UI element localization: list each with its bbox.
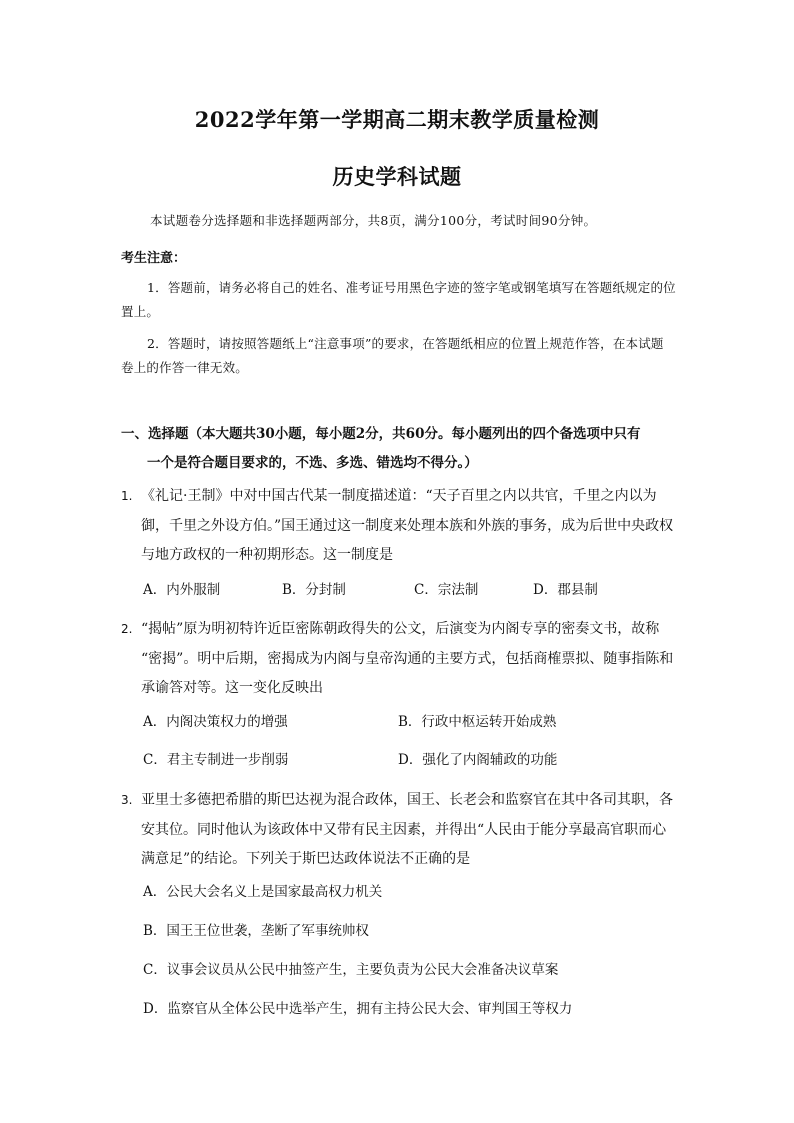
question-2-line2: “密揭”。明中后期，密揭成为内阁与皇帝沟通的主要方式，包括商榷票拟、随事指陈和 [141, 650, 674, 667]
section-heading-line2: 一个是符合题目要求的，不选、多选、错选均不得分。） [147, 455, 478, 471]
question-2-option-a: A．内阁决策权力的增强 [143, 714, 288, 730]
notice-item-1: 1．答题前，请务必将自己的姓名、准考证号用黑色字迹的签字笔或钢笔填写在答题纸规定的位置上。 [121, 280, 676, 319]
question-2-option-c: C．君主专制进一步削弱 [143, 752, 289, 768]
question-2-option-b: B．行政中枢运转开始成熟 [398, 714, 557, 730]
question-3 [121, 786, 681, 875]
question-1-option-d: D．郡县制 [533, 582, 598, 598]
notice-item-2: 2．答题时，请按照答题纸上“注意事项”的要求，在答题纸相应的位置上规范作答，在本试题卷上的作答一律无效。 [121, 336, 664, 375]
question-3-option-a: A．公民大会名义上是国家最高权力机关 [143, 884, 383, 900]
question-3-line1: 亚里士多德把希腊的斯巴达视为混合政体，国王、长老会和监察官在其中各司其职，各 [141, 792, 673, 808]
question-3-option-d: D．监察官从全体公民中选举产生，拥有主持公民大会、审判国王等权力 [143, 1001, 573, 1017]
question-2 [121, 615, 681, 704]
question-1-line2: 御，千里之外设方伯。”国王通过这一制度来处理本族和外族的事务，成为后世中央政权 [141, 517, 674, 534]
page-title: 2022学年第一学期高二期末教学质量检测 [194, 107, 600, 132]
question-2-line1: “揭帖”原为明初特许近臣密陈朝政得失的公文，后演变为内阁专享的密奏文书，故称 [141, 621, 660, 637]
question-1-option-c: C．宗法制 [414, 582, 479, 598]
question-1-line1: 《礼记·王制》中对中国古代某一制度描述道：“天子百里之内以共官，千里之内以为 [141, 488, 657, 504]
question-2-option-d: D．强化了内阁辅政的功能 [398, 752, 558, 768]
exam-intro: 本试题卷分选择题和非选择题两部分，共8页，满分100分，考试时间90分钟。 [150, 213, 597, 228]
question-1-option-b: B．分封制 [282, 582, 346, 598]
section-heading [121, 420, 681, 478]
question-1-number: 1. [121, 489, 133, 503]
question-3-line3: 满意足”的结论。下列关于斯巴达政体说法不正确的是 [141, 851, 471, 867]
section-heading-line1: 一、选择题（本大题共30小题，每小题2分，共60分。每小题列出的四个备选项中只有 [121, 426, 641, 442]
question-2-number: 2. [121, 622, 133, 636]
question-3-line2: 安其位。同时他认为该政体中又带有民主因素，并得出“人民由于能分享最高官职而心 [141, 821, 667, 838]
question-1 [121, 482, 681, 571]
question-3-number: 3. [121, 793, 133, 807]
page-subtitle: 历史学科试题 [332, 164, 462, 189]
question-3-option-b: B．国王王位世袭，垄断了军事统帅权 [143, 923, 369, 939]
question-1-option-a: A．内外服制 [143, 582, 221, 598]
question-2-line3: 承谕答对等。这一变化反映出 [141, 680, 323, 696]
question-3-option-c: C．议事会议员从公民中抽签产生，主要负责为公民大会准备决议草案 [143, 962, 559, 978]
notice-heading: 考生注意： [121, 251, 187, 266]
question-1-line3: 与地方政权的一种初期形态。这一制度是 [141, 547, 393, 563]
